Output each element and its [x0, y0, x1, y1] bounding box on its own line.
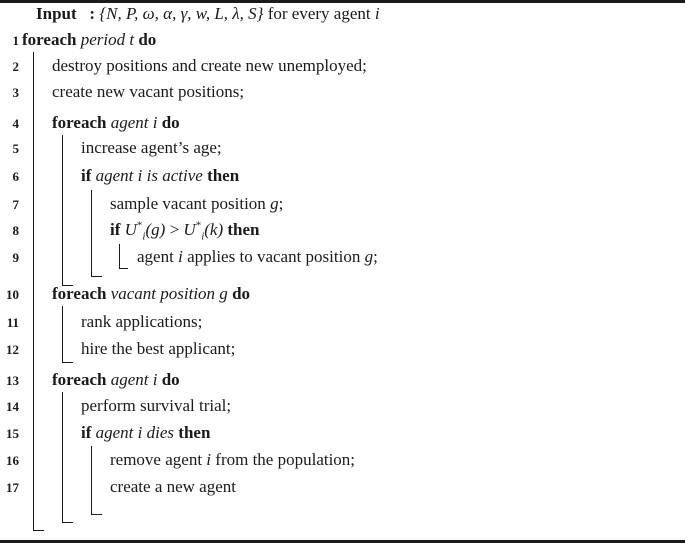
top-rule — [0, 0, 685, 3]
algo-line: rank applications; — [81, 312, 203, 331]
algo-line: perform survival trial; — [81, 396, 232, 415]
block-bar — [62, 392, 73, 523]
line-number: 6 — [12, 169, 19, 184]
line-number: 7 — [12, 197, 19, 212]
algo-line: foreach agent i do — [52, 370, 180, 389]
algo-line: if agent i is active then — [81, 166, 240, 185]
algo-line: create a new agent — [110, 477, 236, 496]
algo-line: foreach agent i do — [52, 113, 180, 132]
algo-line: hire the best applicant; — [81, 339, 236, 358]
block-bar — [33, 52, 44, 531]
input-set: {N, P, ω, α, γ, w, L, λ, S} — [99, 4, 264, 23]
line-number: 14 — [6, 399, 19, 414]
algo-line: destroy positions and create new unemployed; — [52, 56, 367, 75]
line-number: 17 — [6, 480, 19, 495]
block-bar — [91, 446, 102, 515]
line-number: 5 — [12, 141, 19, 156]
input-tail: for every agent — [263, 4, 375, 23]
line-number: 10 — [6, 287, 19, 302]
line-number: 15 — [6, 426, 19, 441]
input-line — [36, 4, 380, 24]
block-bar — [119, 244, 128, 269]
block-bar — [91, 190, 102, 277]
line-number: 2 — [12, 59, 19, 74]
algo-line: sample vacant position g; — [110, 194, 284, 213]
algo-line: if agent i dies then — [81, 423, 211, 442]
input-var: i — [374, 4, 380, 23]
line-number: 9 — [12, 250, 19, 265]
line-number: 4 — [12, 116, 19, 131]
line-number: 8 — [12, 223, 19, 238]
algo-line: remove agent i from the population; — [110, 450, 356, 469]
line-number: 12 — [6, 342, 19, 357]
algo-line: if $U^*_i(g) > U^*_i(k)$ then — [110, 219, 260, 243]
line-number: 16 — [6, 453, 19, 468]
algo-line: increase agent’s age; — [81, 138, 222, 157]
line-number: 13 — [6, 373, 19, 388]
line-number: 3 — [12, 85, 19, 100]
input-sep: : — [89, 4, 96, 23]
block-bar — [62, 135, 73, 286]
block-bar — [62, 306, 73, 363]
algo-line: create new vacant positions; — [52, 82, 245, 101]
input-label: Input — [36, 4, 77, 23]
algo-line: foreach vacant position g do — [52, 284, 251, 303]
algo-line: agent i applies to vacant position g; — [137, 247, 378, 266]
line-number: 1 — [12, 33, 19, 48]
line-number: 11 — [6, 315, 19, 330]
algo-line: foreach period t do — [22, 30, 157, 49]
